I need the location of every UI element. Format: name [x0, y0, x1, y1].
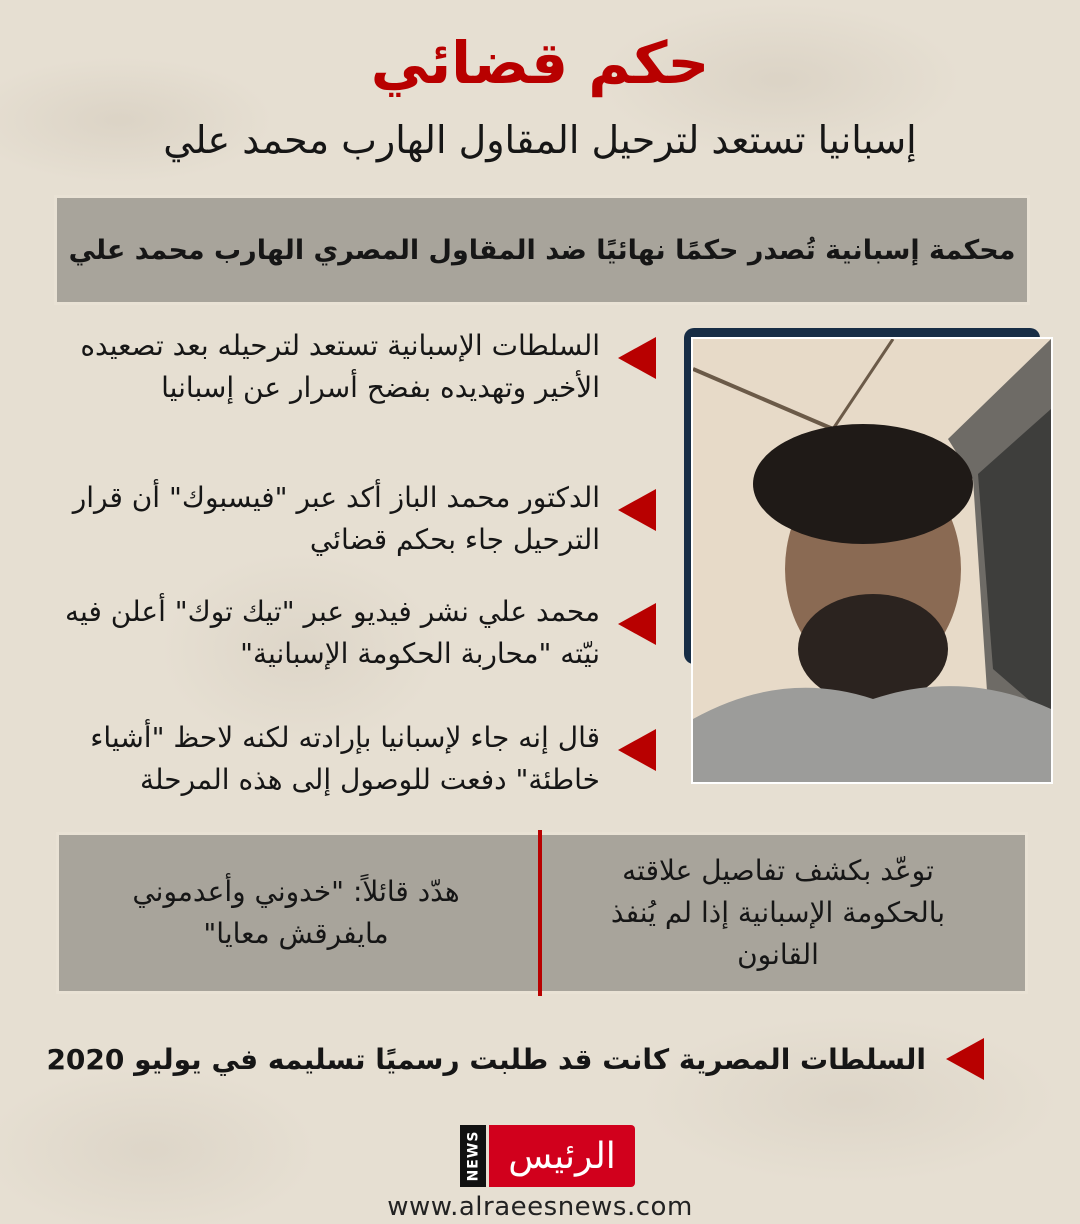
triangle-bullet-icon: [946, 1038, 984, 1080]
brand-logo: [460, 1125, 635, 1187]
bullet-item: [56, 591, 656, 675]
bullet-text: الدكتور محمد الباز أكد عبر "فيسبوك" أن قرار الترحيل جاء بحكم قضائي: [72, 481, 600, 556]
info-left-column: [86, 832, 506, 994]
person-photo-icon: [693, 339, 1051, 782]
bullet-item: [56, 477, 656, 561]
info-right-column: [568, 832, 988, 994]
website-url: www.alraeesnews.com: [387, 1192, 693, 1222]
page-subtitle: إسبانيا تستعد لترحيل المقاول الهارب محمد علي: [163, 118, 917, 162]
bullet-text: السلطات الإسبانية تستعد لترحيله بعد تصعيده الأخير وتهديده بفضح أسرار عن إسبانيا: [80, 329, 600, 404]
bullet-text: محمد علي نشر فيديو عبر "تيك توك" أعلن فيه نيّته "محاربة الحكومة الإسبانية": [65, 595, 600, 670]
summary-text: محكمة إسبانية تُصدر حكمًا نهائيًا ضد المقاول المصري الهارب محمد علي: [68, 234, 1016, 266]
bullet-text: قال إنه جاء لإسبانيا بإرادته لكنه لاحظ "أشياء خاطئة" دفعت للوصول إلى هذه المرحلة: [90, 721, 600, 796]
logo-wordmark: الرئيس: [489, 1125, 635, 1187]
triangle-bullet-icon: [618, 603, 656, 645]
info-left-text: هدّد قائلاً: "خدوني وأعدموني مايفرقش معايا": [132, 875, 460, 950]
summary-box: [54, 195, 1030, 305]
bullet-item: [56, 325, 656, 409]
triangle-bullet-icon: [618, 337, 656, 379]
final-bullet: [46, 1038, 984, 1080]
triangle-bullet-icon: [618, 489, 656, 531]
portrait-photo: [691, 337, 1053, 784]
final-bullet-text: السلطات المصرية كانت قد طلبت رسميًا تسليمه في يوليو 2020: [46, 1042, 926, 1076]
page-title: حكم قضائي: [370, 29, 710, 97]
triangle-bullet-icon: [618, 729, 656, 771]
info-right-text: توعّد بكشف تفاصيل علاقته بالحكومة الإسبانية إذا لم يُنفذ القانون: [610, 854, 946, 971]
red-divider: [538, 830, 542, 996]
bullet-item: [56, 717, 656, 801]
logo-news-tag: NEWS: [460, 1125, 486, 1187]
info-box: [56, 832, 1028, 994]
